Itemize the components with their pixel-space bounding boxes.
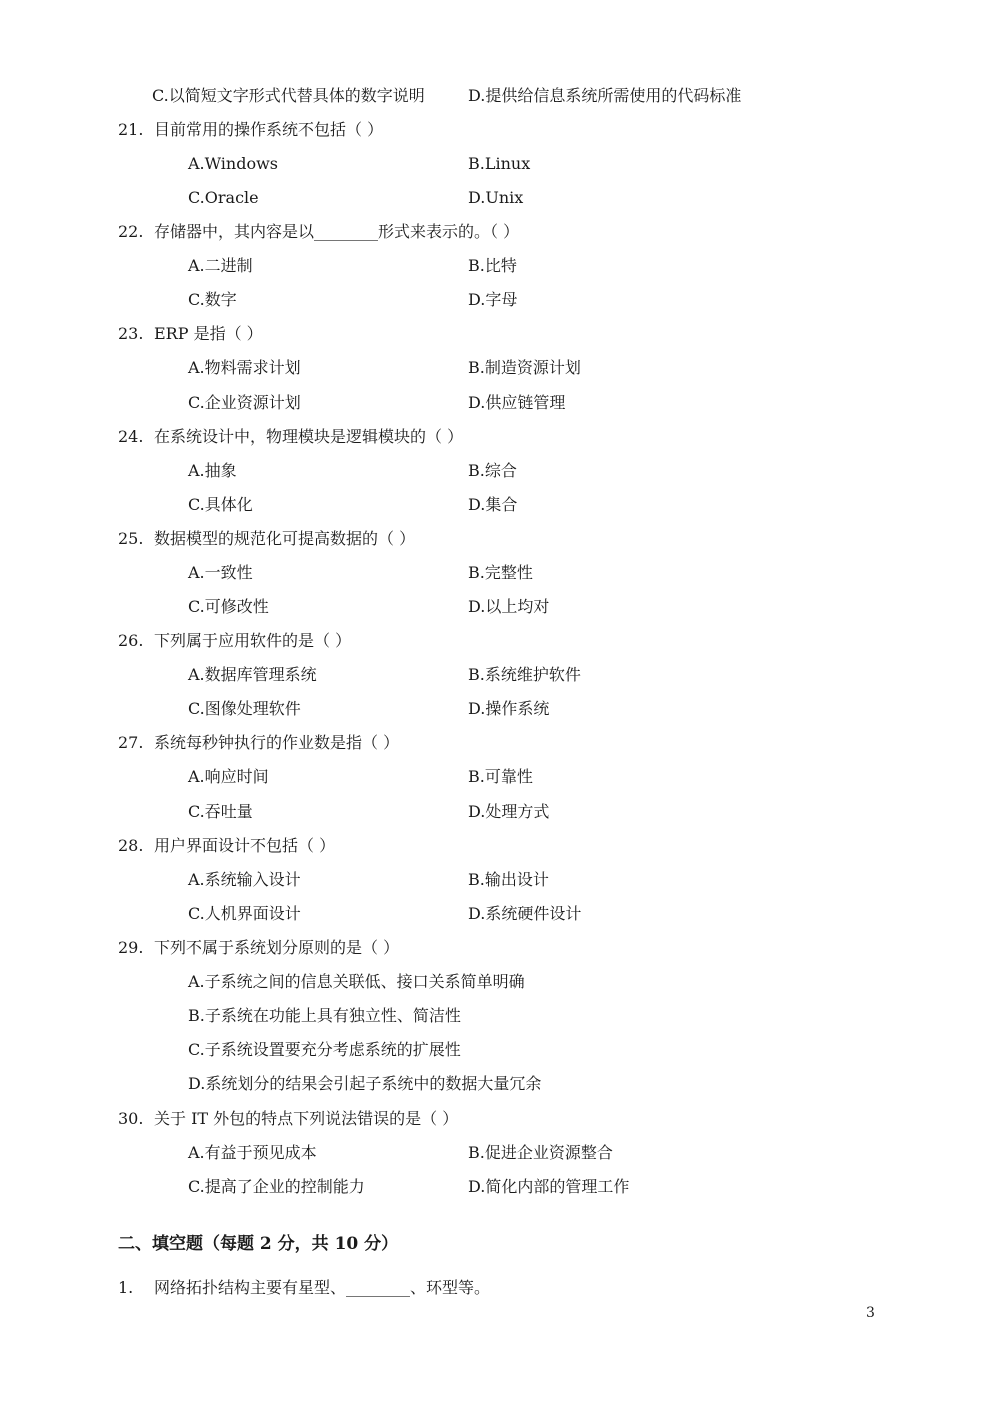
- question-text: 系统每秒钟执行的作业数是指（ ）: [154, 733, 400, 752]
- option-left: C.数字: [188, 290, 237, 309]
- option-left: A.物料需求计划: [188, 358, 301, 377]
- question-text: 用户界面设计不包括（ ）: [154, 836, 336, 855]
- option-left: A.抽象: [188, 461, 237, 480]
- option-left: A.二进制: [188, 256, 253, 275]
- question-text: 下列属于应用软件的是（ ）: [154, 631, 352, 650]
- option-right: B.可靠性: [468, 767, 533, 786]
- question-text: 数据模型的规范化可提高数据的（ ）: [154, 529, 416, 548]
- question-number: 22.: [118, 222, 144, 241]
- option-left: C.具体化: [188, 495, 253, 514]
- question-number: 21.: [118, 120, 144, 139]
- question-text: 关于 IT 外包的特点下列说法错误的是（ ）: [154, 1109, 459, 1128]
- option-right: D.系统硬件设计: [468, 904, 582, 923]
- question-text: 网络拓扑结构主要有星型、________、环型等。: [154, 1278, 491, 1297]
- option-right: B.比特: [468, 256, 517, 275]
- option-left: C.Oracle: [188, 188, 259, 207]
- option-right: D.处理方式: [468, 802, 550, 821]
- option-left: C.企业资源计划: [188, 393, 301, 412]
- option-right: B.促进企业资源整合: [468, 1143, 613, 1162]
- page-number: 3: [866, 1305, 875, 1321]
- option-left: C.图像处理软件: [188, 699, 301, 718]
- option-left: A.一致性: [188, 563, 253, 582]
- option-left: C.以简短文字形式代替具体的数字说明: [152, 86, 425, 105]
- section-heading: 二、填空题（每题 2 分，共 10 分）: [118, 1234, 399, 1254]
- option-right: D.Unix: [468, 188, 524, 207]
- option-left: A.系统输入设计: [188, 870, 301, 889]
- question-number: 25.: [118, 529, 144, 548]
- question-text: 下列不属于系统划分原则的是（ ）: [154, 938, 400, 957]
- option-right: D.集合: [468, 495, 518, 514]
- option-right: D.供应链管理: [468, 393, 566, 412]
- option-left: C.吞吐量: [188, 802, 253, 821]
- option-right: B.制造资源计划: [468, 358, 581, 377]
- option-left: A.Windows: [188, 154, 279, 173]
- option-right: B.Linux: [468, 154, 531, 173]
- question-number: 27.: [118, 733, 144, 752]
- option-full: D.系统划分的结果会引起子系统中的数据大量冗余: [188, 1074, 542, 1093]
- option-full: C.子系统设置要充分考虑系统的扩展性: [188, 1040, 461, 1059]
- option-full: B.子系统在功能上具有独立性、简洁性: [188, 1006, 461, 1025]
- question-number: 30.: [118, 1109, 144, 1128]
- question-number: 24.: [118, 427, 144, 446]
- question-text: 存储器中，其内容是以________形式来表示的。（ ）: [154, 222, 520, 241]
- question-number: 29.: [118, 938, 144, 957]
- option-right: D.字母: [468, 290, 518, 309]
- question-number: 26.: [118, 631, 144, 650]
- option-right: B.综合: [468, 461, 517, 480]
- option-full: A.子系统之间的信息关联低、接口关系简单明确: [188, 972, 525, 991]
- option-left: C.可修改性: [188, 597, 269, 616]
- option-right: D.以上均对: [468, 597, 550, 616]
- option-left: A.数据库管理系统: [188, 665, 317, 684]
- question-number: 1.: [118, 1278, 134, 1297]
- question-text: 目前常用的操作系统不包括（ ）: [154, 120, 384, 139]
- question-text: 在系统设计中，物理模块是逻辑模块的（ ）: [154, 427, 464, 446]
- option-right: B.系统维护软件: [468, 665, 581, 684]
- option-right: B.完整性: [468, 563, 533, 582]
- option-left: A.响应时间: [188, 767, 269, 786]
- option-right: D.操作系统: [468, 699, 550, 718]
- question-number: 23.: [118, 324, 144, 343]
- option-right: D.提供给信息系统所需使用的代码标准: [468, 86, 742, 105]
- question-number: 28.: [118, 836, 144, 855]
- question-text: ERP 是指（ ）: [154, 324, 263, 343]
- option-right: D.简化内部的管理工作: [468, 1177, 630, 1196]
- option-left: C.提高了企业的控制能力: [188, 1177, 365, 1196]
- option-left: A.有益于预见成本: [188, 1143, 317, 1162]
- option-right: B.输出设计: [468, 870, 549, 889]
- option-left: C.人机界面设计: [188, 904, 301, 923]
